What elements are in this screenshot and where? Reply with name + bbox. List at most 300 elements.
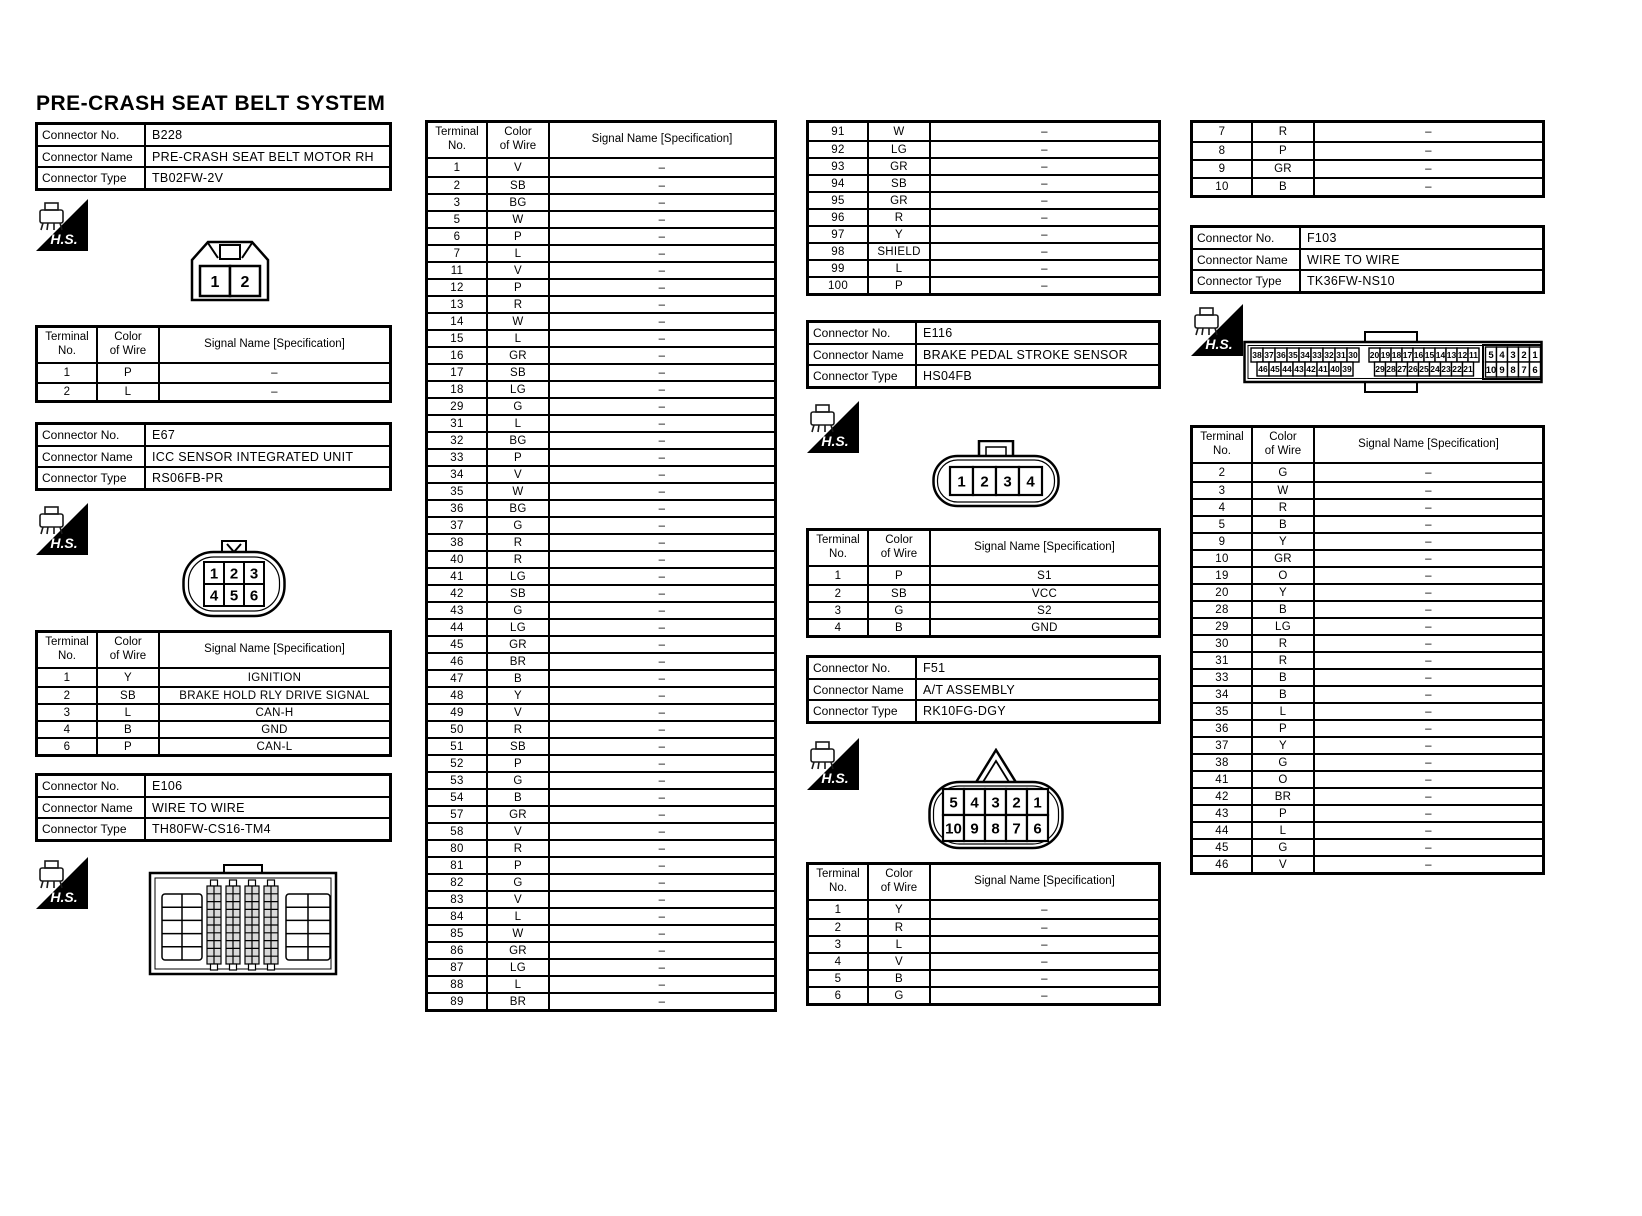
- wire-color-cell: SB: [488, 739, 550, 754]
- table-row: [428, 278, 774, 295]
- wire-color-cell: R: [488, 552, 550, 567]
- signal-name-cell: –: [1041, 177, 1048, 190]
- signal-name-cell: –: [658, 604, 666, 617]
- wire-color-cell: R: [1253, 123, 1315, 141]
- terminal-no-cell: 97: [809, 227, 869, 242]
- info-row: [38, 145, 389, 167]
- wire-color-cell: R: [488, 535, 550, 550]
- terminal-no-cell: 43: [428, 603, 488, 618]
- table-row: [809, 618, 1158, 635]
- connector-no-value: F103: [1307, 230, 1337, 245]
- terminal-no-cell: 85: [428, 926, 488, 941]
- table-row: [1193, 668, 1542, 685]
- wire-color-cell: L: [869, 937, 931, 952]
- col-terminal-no: Terminal No.: [428, 123, 488, 157]
- wire-color-cell: B: [1253, 602, 1315, 617]
- terminal-no-cell: 1: [809, 901, 869, 918]
- hs-harness-icon: [806, 400, 860, 459]
- terminal-no-cell: 83: [428, 892, 488, 907]
- hs-icon-graphic: [35, 198, 89, 252]
- wire-color-cell: V: [488, 159, 550, 176]
- wire-color-cell: O: [1253, 772, 1315, 787]
- wire-color-cell: R: [488, 297, 550, 312]
- signal-name-cell: –: [658, 468, 666, 481]
- terminal-table-e106-main: [425, 120, 777, 1012]
- signal-name-cell: –: [658, 825, 666, 838]
- terminal-no-cell: 28: [1193, 602, 1253, 617]
- pin-row: [950, 467, 1042, 495]
- table-body: [809, 567, 1158, 635]
- wire-color-cell: GR: [869, 159, 931, 174]
- connector-drawing-b228: [188, 240, 272, 302]
- table-row: [428, 499, 774, 516]
- table-row: [428, 193, 774, 210]
- wire-color-cell: V: [488, 892, 550, 907]
- wire-color-cell: V: [488, 263, 550, 278]
- signal-name-cell: –: [1041, 125, 1048, 138]
- pin-number: 3: [249, 565, 259, 583]
- wire-color-cell: P: [869, 278, 931, 293]
- terminal-no-cell: 47: [428, 671, 488, 686]
- signal-name-cell: –: [658, 910, 666, 923]
- table-row: [428, 363, 774, 380]
- terminal-no-cell: 20: [1193, 585, 1253, 600]
- signal-name-cell: –: [658, 978, 666, 991]
- terminal-no-cell: 48: [428, 688, 488, 703]
- pin-number: 41: [1318, 364, 1328, 375]
- table-row: [428, 754, 774, 771]
- wire-color-cell: R: [1253, 636, 1315, 651]
- wire-color-cell: P: [488, 858, 550, 873]
- wire-color-cell: L: [1253, 823, 1315, 838]
- signal-name-cell: –: [658, 434, 666, 447]
- table-header: [809, 531, 1158, 567]
- signal-name-cell: –: [658, 383, 666, 396]
- pin-number: 38: [1252, 350, 1262, 361]
- table-header: [38, 633, 389, 669]
- table-row: [809, 140, 1158, 157]
- terminal-no-cell: 54: [428, 790, 488, 805]
- wire-color-cell: P: [1253, 143, 1315, 159]
- table-row: [809, 123, 1158, 140]
- hs-harness-icon: [1190, 303, 1244, 362]
- wire-color-cell: L: [488, 331, 550, 346]
- terminal-no-cell: 1: [38, 364, 98, 382]
- table-row: [809, 259, 1158, 276]
- signal-name-cell: –: [1041, 903, 1048, 916]
- table-row: [1193, 719, 1542, 736]
- table-row: [428, 465, 774, 482]
- pin-row: [200, 266, 260, 296]
- terminal-no-cell: 95: [809, 193, 869, 208]
- hs-label: H.S.: [1205, 336, 1233, 352]
- pin-number: 4: [970, 794, 979, 812]
- wire-color-cell: SB: [488, 178, 550, 193]
- signal-name-cell: –: [1425, 654, 1432, 667]
- table-row: [428, 567, 774, 584]
- terminal-no-cell: 52: [428, 756, 488, 771]
- signal-name-cell: –: [658, 893, 666, 906]
- pin-row: [943, 789, 1048, 815]
- terminal-no-cell: 42: [428, 586, 488, 601]
- table-row: [428, 669, 774, 686]
- wire-color-cell: LG: [1253, 619, 1315, 634]
- terminal-no-cell: 7: [428, 246, 488, 261]
- terminal-no-cell: 42: [1193, 789, 1253, 804]
- connector-type-label: Connector Type: [38, 819, 146, 839]
- connector-drawing-e116: [932, 440, 1060, 508]
- table-row: [1193, 821, 1542, 838]
- connector-name-label: Connector Name: [809, 680, 917, 700]
- wire-color-cell: R: [1253, 653, 1315, 668]
- wire-color-cell: W: [488, 484, 550, 499]
- wire-color-cell: P: [869, 567, 931, 584]
- table-row: [809, 986, 1158, 1003]
- table-row: [428, 703, 774, 720]
- terminal-no-cell: 1: [38, 669, 98, 686]
- table-row: [428, 550, 774, 567]
- terminal-no-cell: 5: [428, 212, 488, 227]
- signal-name-cell: –: [1425, 569, 1432, 582]
- signal-name-cell: –: [658, 961, 666, 974]
- table-row: [428, 584, 774, 601]
- wire-color-cell: LG: [488, 620, 550, 635]
- wire-color-cell: BR: [1253, 789, 1315, 804]
- signal-name-cell: –: [1425, 824, 1432, 837]
- table-row: [1193, 736, 1542, 753]
- table-body: [809, 901, 1158, 1003]
- info-row: [38, 817, 389, 839]
- table-row: [38, 364, 389, 382]
- pin-number: 8: [1510, 364, 1516, 376]
- signal-name-cell: –: [1041, 143, 1048, 156]
- signal-name-cell: –: [1425, 756, 1432, 769]
- pin-number: 33: [1312, 350, 1322, 361]
- connector-plug-icon: [811, 405, 834, 432]
- signal-name-cell: CAN-H: [255, 706, 294, 719]
- hs-label: H.S.: [821, 770, 849, 786]
- signal-name-cell: –: [1041, 194, 1048, 207]
- terminal-no-cell: 9: [1193, 161, 1253, 177]
- terminal-no-cell: 3: [38, 705, 98, 720]
- wire-color-cell: P: [1253, 721, 1315, 736]
- wire-color-cell: R: [869, 920, 931, 935]
- table-row: [1193, 600, 1542, 617]
- connector-type-value: RK10FG-DGY: [923, 704, 1006, 719]
- table-row: [809, 901, 1158, 918]
- hs-harness-icon: [806, 737, 860, 796]
- hs-harness-icon: [35, 856, 89, 915]
- table-row: [428, 907, 774, 924]
- info-row: [38, 796, 389, 818]
- terminal-no-cell: 6: [428, 229, 488, 244]
- pin-number: 3: [1003, 473, 1012, 491]
- table-row: [428, 941, 774, 958]
- col-wire-color: Color of Wire: [869, 531, 931, 565]
- signal-name-cell: –: [1425, 484, 1432, 497]
- wire-color-cell: Y: [869, 227, 931, 242]
- connector-no-label: Connector No.: [1193, 228, 1301, 248]
- pin-number: 1: [957, 473, 966, 491]
- table-row: [428, 618, 774, 635]
- table-row: [428, 227, 774, 244]
- signal-name-cell: –: [1425, 552, 1432, 565]
- signal-name-cell: –: [658, 161, 666, 174]
- terminal-no-cell: 4: [809, 620, 869, 635]
- wire-color-cell: BG: [488, 501, 550, 516]
- signal-name-cell: –: [658, 740, 666, 753]
- signal-name-cell: –: [1425, 722, 1432, 735]
- pin-number: 5: [229, 587, 239, 605]
- wire-color-cell: BG: [488, 433, 550, 448]
- terminal-no-cell: 14: [428, 314, 488, 329]
- signal-name-cell: –: [1425, 688, 1432, 701]
- wire-color-cell: V: [1253, 857, 1315, 872]
- col-wire-color: Color of Wire: [98, 633, 160, 667]
- connector-type-label: Connector Type: [38, 168, 146, 188]
- signal-name-cell: –: [271, 367, 278, 379]
- pin-number: 32: [1324, 350, 1334, 361]
- table-row: [1193, 583, 1542, 600]
- connector-name-label: Connector Name: [38, 447, 146, 467]
- table-row: [1193, 651, 1542, 668]
- signal-name-cell: –: [1041, 262, 1048, 275]
- table-row: [428, 788, 774, 805]
- pin-number: 4: [1499, 349, 1505, 361]
- pin-number: 14: [1435, 350, 1446, 361]
- table-row: [428, 380, 774, 397]
- table-row: [1193, 753, 1542, 770]
- table-row: [428, 720, 774, 737]
- terminal-no-cell: 49: [428, 705, 488, 720]
- wire-color-cell: BR: [488, 994, 550, 1009]
- wire-color-cell: P: [488, 229, 550, 244]
- wire-color-cell: B: [1253, 687, 1315, 702]
- connector-name-value: A/T ASSEMBLY: [923, 682, 1016, 697]
- terminal-no-cell: 35: [1193, 704, 1253, 719]
- pin-number: 24: [1430, 364, 1440, 375]
- table-row: [809, 567, 1158, 584]
- wire-color-cell: SB: [98, 688, 160, 703]
- wire-color-cell: L: [488, 977, 550, 992]
- signal-name-cell: –: [1425, 739, 1432, 752]
- connector-name-label: Connector Name: [1193, 250, 1301, 270]
- table-row: [428, 822, 774, 839]
- terminal-no-cell: 4: [38, 722, 98, 737]
- wire-color-cell: Y: [1253, 585, 1315, 600]
- terminal-no-cell: 38: [428, 535, 488, 550]
- terminal-no-cell: 89: [428, 994, 488, 1009]
- wire-color-cell: P: [488, 756, 550, 771]
- col-wire-color: Color of Wire: [98, 328, 160, 362]
- terminal-no-cell: 19: [1193, 568, 1253, 583]
- pin-number: 19: [1380, 350, 1391, 361]
- signal-name-cell: –: [1041, 211, 1048, 224]
- terminal-no-cell: 50: [428, 722, 488, 737]
- terminal-no-cell: 57: [428, 807, 488, 822]
- signal-name-cell: –: [1041, 160, 1048, 173]
- signal-name-cell: –: [1425, 858, 1432, 871]
- signal-name-cell: –: [1041, 972, 1048, 985]
- hs-icon-graphic: [1190, 303, 1244, 357]
- table-row: [1193, 838, 1542, 855]
- table-row: [428, 873, 774, 890]
- terminal-no-cell: 10: [1193, 551, 1253, 566]
- table-row: [428, 601, 774, 618]
- terminal-no-cell: 96: [809, 210, 869, 225]
- terminal-no-cell: 4: [1193, 500, 1253, 515]
- terminal-no-cell: 3: [1193, 483, 1253, 498]
- hs-label: H.S.: [821, 433, 849, 449]
- table-row: [428, 635, 774, 652]
- wire-color-cell: P: [98, 364, 160, 382]
- wire-color-cell: B: [488, 671, 550, 686]
- connector-type-value: RS06FB-PR: [152, 471, 224, 486]
- pin-number: 2: [1012, 794, 1021, 812]
- wire-color-cell: W: [488, 926, 550, 941]
- info-row: [38, 166, 389, 188]
- table-row: [428, 448, 774, 465]
- connector-no-label: Connector No.: [38, 776, 146, 796]
- connector-name-value: WIRE TO WIRE: [1307, 252, 1400, 267]
- wire-color-cell: G: [1253, 464, 1315, 481]
- info-row: [38, 445, 389, 467]
- signal-name-cell: –: [1425, 603, 1432, 616]
- terminal-no-cell: 6: [809, 988, 869, 1003]
- pin-number: 23: [1441, 364, 1451, 375]
- terminal-no-cell: 44: [1193, 823, 1253, 838]
- wire-color-cell: L: [488, 246, 550, 261]
- pin-number: 9: [970, 820, 979, 838]
- table-row: [809, 584, 1158, 601]
- table-row: [428, 890, 774, 907]
- table-row: [428, 482, 774, 499]
- table-row: [809, 242, 1158, 259]
- connector-name-label: Connector Name: [809, 345, 917, 365]
- pin-row: [1486, 362, 1541, 377]
- connector-type-label: Connector Type: [38, 468, 146, 488]
- table-row: [809, 918, 1158, 935]
- col-terminal-no: Terminal No.: [38, 328, 98, 362]
- pin-number: 10: [1485, 364, 1497, 376]
- pin-number: 11: [1469, 350, 1478, 361]
- table-row: [809, 276, 1158, 293]
- wire-color-cell: GR: [869, 193, 931, 208]
- info-row: [809, 699, 1158, 721]
- signal-name-cell: –: [658, 366, 666, 379]
- terminal-no-cell: 34: [1193, 687, 1253, 702]
- wire-color-cell: B: [488, 790, 550, 805]
- wire-color-cell: R: [488, 841, 550, 856]
- pin-number: 1: [210, 273, 220, 291]
- terminal-no-cell: 81: [428, 858, 488, 873]
- connector-name-value: BRAKE PEDAL STROKE SENSOR: [923, 347, 1129, 362]
- pin-block-left: [162, 894, 202, 960]
- signal-name-cell: BRAKE HOLD RLY DRIVE SIGNAL: [179, 689, 370, 702]
- wire-color-cell: B: [869, 620, 931, 635]
- info-row: [1193, 269, 1542, 291]
- signal-name-cell: –: [658, 315, 666, 328]
- table-row: [1193, 177, 1542, 195]
- terminal-no-cell: 44: [428, 620, 488, 635]
- terminal-no-cell: 31: [1193, 653, 1253, 668]
- signal-name-cell: –: [658, 349, 666, 362]
- wire-color-cell: LG: [869, 142, 931, 157]
- signal-name-cell: –: [658, 638, 666, 651]
- table-row: [38, 669, 389, 686]
- terminal-no-cell: 34: [428, 467, 488, 482]
- signal-name-cell: –: [1041, 921, 1048, 934]
- pin-row: [1251, 348, 1359, 362]
- terminal-no-cell: 8: [1193, 143, 1253, 159]
- pin-number: 8: [991, 820, 1000, 838]
- terminal-no-cell: 18: [428, 382, 488, 397]
- connector-type-value: HS04FB: [923, 369, 973, 384]
- terminal-no-cell: 2: [38, 384, 98, 400]
- pin-number: 7: [1521, 364, 1527, 376]
- hs-label: H.S.: [50, 889, 78, 905]
- wire-color-cell: Y: [1253, 738, 1315, 753]
- signal-name-cell: –: [658, 842, 666, 855]
- terminal-no-cell: 33: [1193, 670, 1253, 685]
- info-row: [809, 658, 1158, 678]
- hs-icon-graphic: [35, 856, 89, 910]
- signal-name-cell: –: [1425, 841, 1432, 854]
- col-wire-color: Color of Wire: [488, 123, 550, 157]
- table-body: [1193, 123, 1542, 195]
- pin-number: 15: [1424, 350, 1435, 361]
- pin-number: 45: [1270, 364, 1280, 375]
- terminal-no-cell: 87: [428, 960, 488, 975]
- signal-name-cell: –: [658, 706, 666, 719]
- pin-number: 40: [1330, 364, 1340, 375]
- signal-name-cell: –: [658, 502, 666, 515]
- signal-name-cell: –: [1425, 637, 1432, 650]
- signal-name-cell: –: [1425, 181, 1432, 193]
- col-signal-name: Signal Name [Specification]: [204, 338, 345, 351]
- connector-no-label: Connector No.: [809, 658, 917, 678]
- wire-color-cell: BG: [488, 195, 550, 210]
- pin-block-right: [286, 894, 330, 960]
- wire-color-cell: L: [488, 909, 550, 924]
- terminal-no-cell: 51: [428, 739, 488, 754]
- connector-info-e67: [35, 422, 392, 491]
- terminal-no-cell: 93: [809, 159, 869, 174]
- page-title: PRE-CRASH SEAT BELT SYSTEM: [36, 92, 386, 115]
- terminal-no-cell: 12: [428, 280, 488, 295]
- signal-name-cell: –: [658, 655, 666, 668]
- wire-color-cell: Y: [98, 669, 160, 686]
- wire-color-cell: Y: [488, 688, 550, 703]
- signal-name-cell: –: [658, 995, 666, 1008]
- wire-color-cell: G: [1253, 755, 1315, 770]
- table-row: [809, 935, 1158, 952]
- pin-number: 37: [1264, 350, 1274, 361]
- signal-name-cell: –: [1041, 245, 1048, 258]
- terminal-no-cell: 9: [1193, 534, 1253, 549]
- col-signal-name: Signal Name [Specification]: [974, 875, 1115, 888]
- terminal-no-cell: 13: [428, 297, 488, 312]
- table-row: [1193, 464, 1542, 481]
- wire-color-cell: V: [488, 467, 550, 482]
- connector-type-value: TB02FW-2V: [152, 171, 224, 186]
- pin-number: 25: [1419, 364, 1429, 375]
- terminal-no-cell: 2: [809, 920, 869, 935]
- pin-number: 18: [1391, 350, 1402, 361]
- connector-drawing-e106: [148, 864, 338, 976]
- wire-color-cell: BR: [488, 654, 550, 669]
- wire-color-cell: W: [488, 212, 550, 227]
